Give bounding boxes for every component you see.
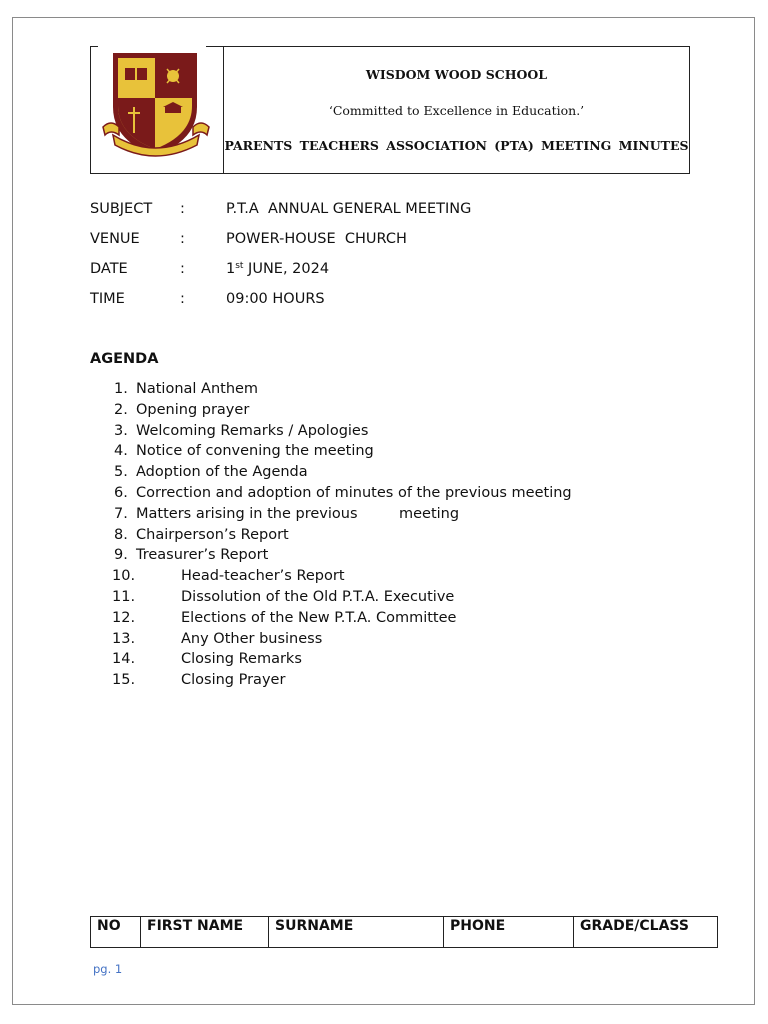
agenda-item-number: 14. [112, 651, 136, 668]
agenda-item-text: Head-teacher’s Report [181, 568, 345, 585]
document-title: PARENTS TEACHERS ASSOCIATION (PTA) MEETING MINUTES [224, 138, 689, 153]
detail-colon: : [180, 201, 185, 217]
detail-value: POWER-HOUSE CHURCH [226, 231, 407, 247]
agenda-item-text: National Anthem [136, 381, 259, 397]
school-name: WISDOM WOOD SCHOOL [365, 67, 548, 82]
agenda-item [90, 402, 650, 423]
agenda-item [90, 589, 650, 610]
agenda-item-number: 10. [112, 568, 136, 585]
agenda-item-text: Any Other business [181, 630, 323, 647]
agenda-item-number: 8. [114, 526, 128, 543]
date-rest: JUNE, 2024 [243, 261, 330, 277]
agenda-item-number: 12. [112, 609, 136, 626]
agenda-item [90, 423, 650, 444]
agenda-item [90, 610, 650, 631]
detail-label: VENUE [90, 231, 140, 247]
agenda-item-number: 11. [112, 588, 136, 605]
agenda-item-text: Closing Remarks [181, 651, 302, 668]
detail-label: SUBJECT [90, 201, 153, 217]
date-ordinal-suffix: st [235, 261, 244, 271]
agenda-item-number: 4. [114, 443, 128, 460]
agenda-item-number: 9. [114, 547, 128, 564]
column-header-surname: SURNAME [269, 917, 444, 947]
agenda-item-text: Matters arising in the previous meeting [136, 505, 460, 522]
logo-cell [91, 47, 224, 173]
agenda-item-number: 5. [114, 464, 128, 481]
agenda-item-text: Closing Prayer [181, 672, 286, 689]
agenda-item-number: 13. [112, 630, 136, 647]
agenda-item-number: 2. [114, 401, 128, 418]
agenda-item [90, 651, 650, 672]
agenda-item [90, 527, 650, 548]
agenda-list [90, 381, 650, 693]
agenda-item-number: 6. [114, 484, 128, 501]
agenda-item [90, 443, 650, 464]
school-crest-logo [101, 49, 211, 161]
agenda-item-number: 1. [114, 381, 128, 397]
agenda-item-text: Correction and adoption of minutes of the previous meeting [136, 484, 572, 501]
agenda-item [90, 568, 650, 589]
column-header-phone: PHONE [444, 917, 574, 947]
school-motto: ‘Committed to Excellence in Education.’ [328, 103, 585, 118]
agenda-item-text: Welcoming Remarks / Apologies [136, 422, 369, 439]
column-header-no: NO [91, 917, 141, 947]
agenda-item-text: Opening prayer [136, 401, 250, 418]
agenda-item [90, 547, 650, 568]
date-day: 1 [226, 261, 236, 277]
detail-value: P.T.A ANNUAL GENERAL MEETING [226, 201, 472, 217]
agenda-heading: AGENDA [90, 351, 159, 367]
agenda-item-text: Notice of convening the meeting [136, 443, 374, 460]
agenda-item [90, 485, 650, 506]
agenda-item [90, 381, 650, 402]
agenda-item [90, 672, 650, 693]
agenda-item-text: Adoption of the Agenda [136, 464, 308, 481]
agenda-item [90, 506, 650, 527]
agenda-item-text: Elections of the New P.T.A. Committee [181, 609, 457, 626]
detail-label: TIME [90, 291, 125, 307]
column-header-grade-class: GRADE/CLASS [580, 918, 689, 934]
detail-colon: : [180, 261, 185, 277]
agenda-item [90, 464, 650, 485]
column-header-first-name: FIRST NAME [141, 917, 269, 947]
agenda-item-number: 15. [112, 672, 136, 689]
agenda-item-number: 7. [114, 505, 128, 522]
agenda-item [90, 631, 650, 652]
detail-colon: : [180, 231, 185, 247]
page-number: pg. 1 [93, 962, 123, 976]
agenda-item-number: 3. [114, 422, 128, 439]
attendance-table-header [90, 916, 718, 948]
agenda-item-text: Dissolution of the Old P.T.A. Executive [181, 588, 455, 605]
letterhead-table [90, 46, 690, 174]
detail-value-date [226, 261, 329, 277]
detail-value: 09:00 HOURS [226, 291, 325, 307]
agenda-item-text: Treasurer’s Report [136, 547, 269, 564]
detail-colon: : [180, 291, 185, 307]
letterhead-title-cell [224, 47, 689, 173]
agenda-item-text: Chairperson’s Report [136, 526, 289, 543]
detail-label: DATE [90, 261, 128, 277]
